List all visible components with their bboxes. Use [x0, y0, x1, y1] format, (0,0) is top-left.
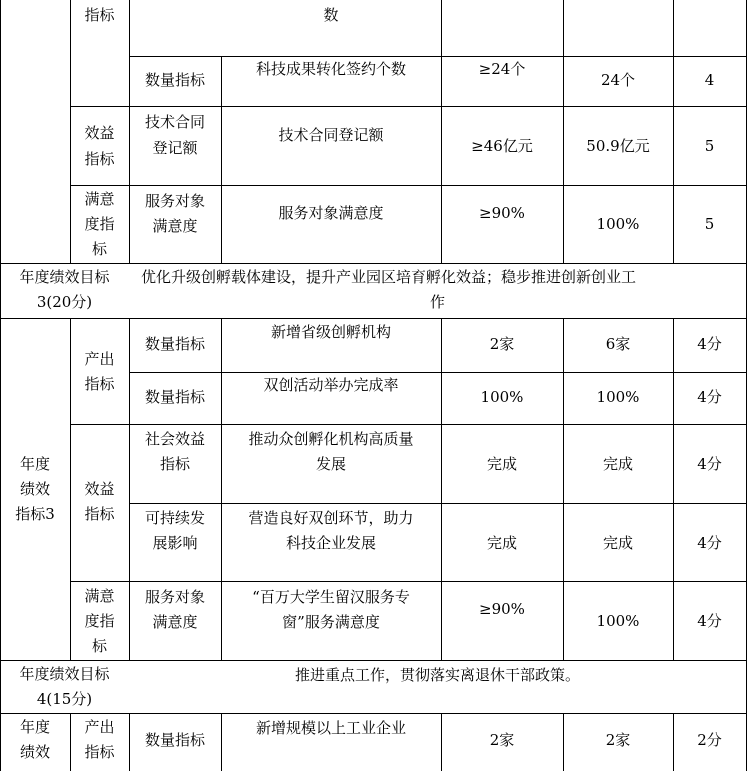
content-cell: 营造良好双创环节，助力	[248, 509, 414, 527]
sub-indicator-cell: 数量指标	[144, 71, 205, 89]
table-rule	[0, 0, 1, 771]
sub-indicator-cell: 数量指标	[144, 335, 205, 353]
content-cell: 技术合同登记额	[278, 126, 384, 144]
content-cell: 窗”服务满意度	[282, 613, 380, 631]
content-cell: 科技成果转化签约个数	[255, 60, 406, 78]
score-cell: 5	[704, 137, 715, 155]
sub-indicator-cell: 指标	[159, 455, 190, 473]
target-value-cell: ≥46亿元	[471, 137, 533, 155]
score-cell: 5	[704, 215, 715, 233]
level2-cell-output: 指标	[84, 375, 115, 393]
score-cell: 4	[704, 71, 715, 89]
table-rule	[0, 318, 746, 319]
table-rule	[563, 318, 564, 660]
score-cell: 4分	[697, 534, 722, 552]
sub-indicator-cell: 技术合同	[144, 113, 205, 131]
actual-value-cell: 100%	[596, 388, 640, 406]
level1-cell: 年度	[19, 718, 50, 736]
score-cell: 4分	[697, 612, 722, 630]
table-rule	[70, 185, 746, 186]
actual-value-cell: 6家	[605, 335, 631, 353]
sub-indicator-cell: 满意度	[152, 217, 198, 235]
level2-cell-output: 产出	[84, 350, 115, 368]
level2-cell-satisfaction: 标	[91, 637, 107, 655]
score-cell: 4分	[697, 455, 722, 473]
table-rule	[0, 263, 746, 264]
goal-label: 3(20分)	[36, 293, 93, 311]
sub-indicator-cell: 服务对象	[144, 588, 205, 606]
table-rule	[0, 660, 746, 661]
sub-indicator-cell: 数量指标	[144, 731, 205, 749]
level2-cell-benefit: 指标	[84, 150, 115, 168]
target-value-cell: 100%	[480, 388, 524, 406]
content-cell: “百万大学生留汉服务专	[252, 588, 410, 606]
sub-indicator-cell: 服务对象	[144, 192, 205, 210]
level2-cell-satisfaction: 标	[91, 240, 107, 258]
level2-cell-benefit: 效益	[84, 124, 115, 142]
content-cell: 双创活动举办完成率	[263, 376, 399, 394]
level2-cell-satisfaction: 满意	[84, 587, 115, 605]
sub-indicator-cell: 满意度	[152, 613, 198, 631]
table-rule	[221, 56, 222, 263]
sub-indicator-cell: 可持续发	[144, 509, 205, 527]
table-rule	[70, 424, 746, 425]
table-rule	[0, 713, 746, 714]
level2-cell-output: 产出	[84, 718, 115, 736]
score-cell: 4分	[697, 388, 722, 406]
level2-cell-satisfaction: 满意	[84, 190, 115, 208]
target-value-cell: ≥90%	[479, 600, 525, 618]
level2-cell-benefit: 效益	[84, 480, 115, 498]
level1-cell: 年度	[19, 455, 50, 473]
target-value-cell: 完成	[486, 534, 517, 552]
actual-value-cell: 50.9亿元	[586, 137, 650, 155]
content-cell: 推动众创孵化机构高质量	[248, 430, 414, 448]
goal-label: 年度绩效目标	[19, 268, 110, 286]
target-value-cell: ≥90%	[479, 204, 525, 222]
content-cell: 新增规模以上工业企业	[255, 719, 406, 737]
target-value-cell: 完成	[486, 455, 517, 473]
level2-cell-satisfaction: 度指	[84, 215, 115, 233]
target-value-cell: ≥24个	[478, 60, 526, 78]
sub-indicator-cell: 数量指标	[144, 388, 205, 406]
table-rule	[70, 581, 746, 582]
table-rule	[746, 0, 747, 771]
table-rule	[70, 106, 746, 107]
target-value-cell: 2家	[489, 335, 515, 353]
goal-text: 作	[429, 293, 445, 311]
score-cell: 4分	[697, 335, 722, 353]
content-cell: 数	[323, 6, 339, 24]
actual-value-cell: 2家	[605, 731, 631, 749]
level2-cell-output: 指标	[84, 743, 115, 761]
actual-value-cell: 24个	[600, 71, 636, 89]
sub-indicator-cell: 社会效益	[144, 430, 205, 448]
sub-indicator-cell: 登记额	[152, 139, 198, 157]
actual-value-cell: 100%	[596, 612, 640, 630]
goal-text: 推进重点工作，贯彻落实离退休干部政策。	[294, 666, 580, 684]
level2-cell-benefit: 指标	[84, 505, 115, 523]
actual-value-cell: 100%	[596, 215, 640, 233]
level2-cell-cont: 指标	[84, 6, 115, 24]
content-cell: 新增省级创孵机构	[270, 323, 391, 341]
content-cell: 科技企业发展	[285, 534, 376, 552]
target-value-cell: 2家	[489, 731, 515, 749]
goal-text: 优化升级创孵载体建设，提升产业园区培育孵化效益；稳步推进创新创业工	[141, 268, 637, 286]
content-cell: 发展	[315, 455, 346, 473]
actual-value-cell: 完成	[602, 455, 633, 473]
table-rule	[673, 318, 674, 660]
level1-cell: 绩效	[19, 480, 50, 498]
actual-value-cell: 完成	[602, 534, 633, 552]
goal-label: 4(15分)	[36, 690, 93, 708]
goal-label: 年度绩效目标	[19, 665, 110, 683]
content-cell: 服务对象满意度	[278, 204, 384, 222]
sub-indicator-cell: 展影响	[152, 534, 198, 552]
level1-cell: 指标3	[15, 505, 55, 523]
level1-cell: 绩效	[19, 743, 50, 761]
level2-cell-satisfaction: 度指	[84, 612, 115, 630]
score-cell: 2分	[697, 731, 722, 749]
